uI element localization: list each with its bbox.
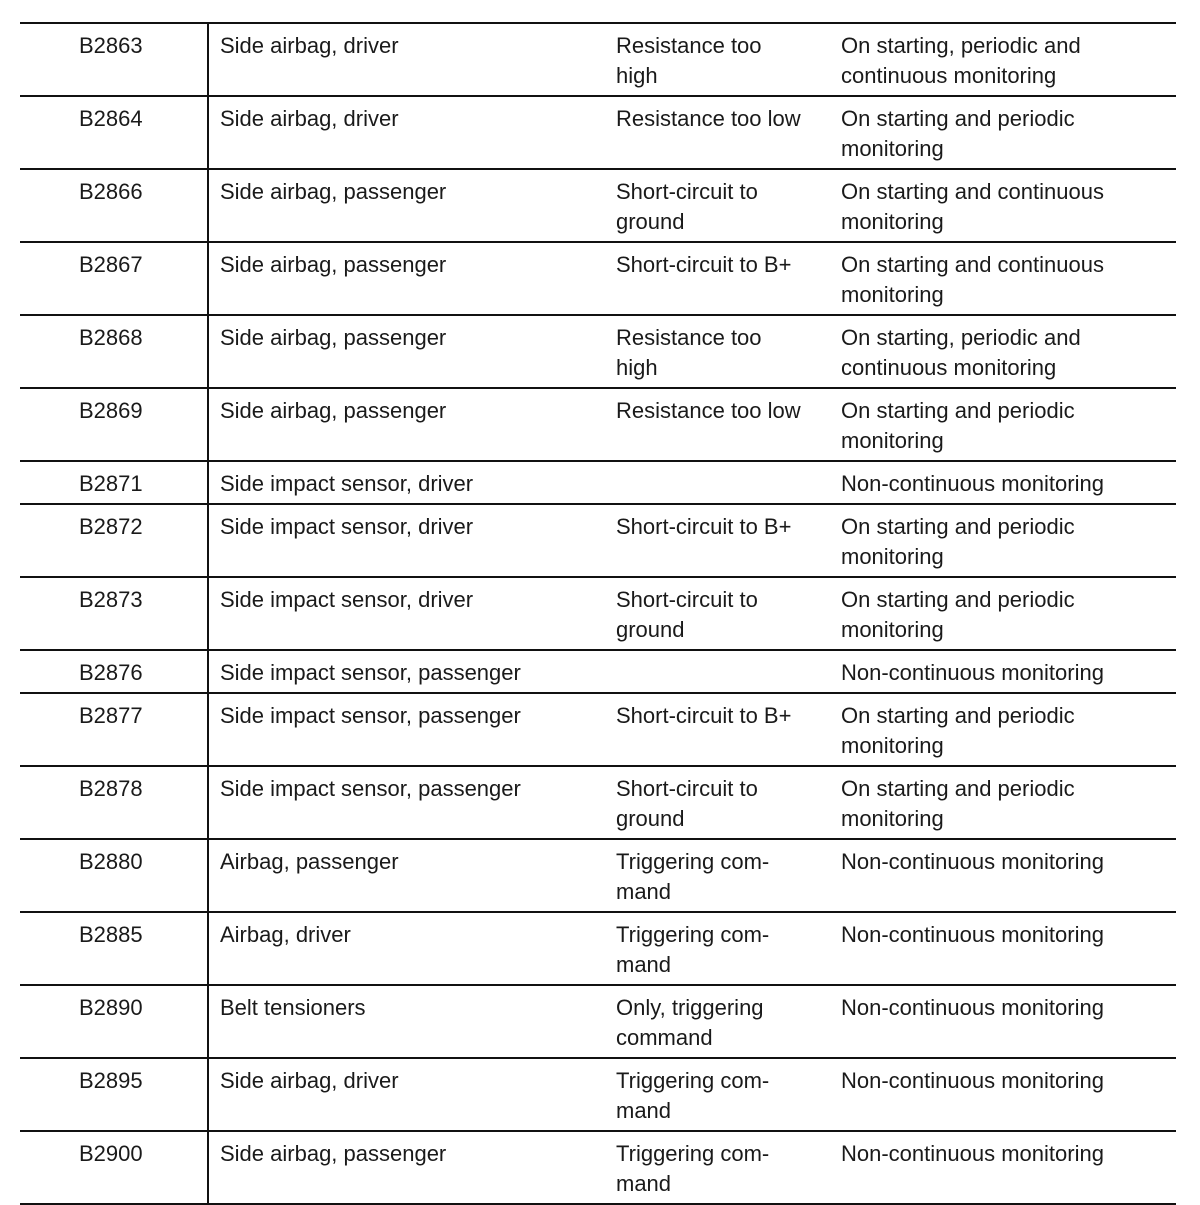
fault-code-cell: B2876: [20, 651, 209, 692]
table-row: [20, 1059, 1176, 1132]
table-row: [20, 505, 1176, 578]
monitoring-cell: On starting and periodic monitoring: [841, 776, 1075, 831]
monitoring-cell: On starting and periodic monitoring: [841, 398, 1075, 453]
monitoring-cell: On starting, periodic and continuous monitoring: [841, 325, 1081, 380]
fault-code-cell: B2867: [20, 243, 209, 314]
table-row: [20, 97, 1176, 170]
fault-code-cell: B2900: [20, 1132, 209, 1203]
component-cell: Side airbag, passenger: [220, 325, 447, 350]
table-row: [20, 913, 1176, 986]
table-row: [20, 1132, 1176, 1205]
fault-type-cell: Short-circuit to ground: [616, 179, 758, 234]
table-row: [20, 840, 1176, 913]
fault-type-cell: [605, 651, 841, 692]
table-row: [20, 651, 1176, 694]
component-cell: Side impact sensor, passenger: [220, 703, 521, 728]
fault-type-cell: Only, triggering command: [616, 995, 764, 1050]
fault-code-table: [20, 22, 1176, 1205]
fault-type-cell: Triggering com- mand: [616, 1068, 770, 1123]
fault-code-cell: B2873: [20, 578, 209, 649]
table-row: [20, 578, 1176, 651]
monitoring-cell: On starting and continuous monitoring: [841, 179, 1104, 234]
monitoring-cell: On starting and periodic monitoring: [841, 106, 1075, 161]
component-cell: Side airbag, passenger: [220, 1141, 447, 1166]
fault-type-cell: Resistance too high: [616, 33, 762, 88]
monitoring-cell: On starting and periodic monitoring: [841, 587, 1075, 642]
fault-type-cell: Short-circuit to B+: [616, 703, 792, 728]
component-cell: Side airbag, driver: [220, 1068, 399, 1093]
fault-type-cell: Short-circuit to ground: [616, 587, 758, 642]
fault-code-cell: B2868: [20, 316, 209, 387]
fault-type-cell: Triggering com- mand: [616, 849, 770, 904]
component-cell: Side impact sensor, driver: [220, 514, 474, 539]
fault-type-cell: Triggering com- mand: [616, 1141, 770, 1196]
fault-code-cell: B2866: [20, 170, 209, 241]
component-cell: Side airbag, driver: [220, 106, 399, 131]
monitoring-cell: Non-continuous monitoring: [841, 660, 1104, 685]
monitoring-cell: On starting and continuous monitoring: [841, 252, 1104, 307]
table-row: [20, 243, 1176, 316]
component-cell: Side impact sensor, driver: [220, 587, 474, 612]
table-row: [20, 694, 1176, 767]
component-cell: Side impact sensor, driver: [220, 471, 474, 496]
table-row: [20, 986, 1176, 1059]
monitoring-cell: Non-continuous monitoring: [841, 995, 1104, 1020]
monitoring-cell: On starting and periodic monitoring: [841, 514, 1075, 569]
component-cell: Side airbag, driver: [220, 33, 399, 58]
fault-code-cell: B2864: [20, 97, 209, 168]
component-cell: Airbag, passenger: [220, 849, 399, 874]
monitoring-cell: On starting, periodic and continuous monitoring: [841, 33, 1081, 88]
fault-code-cell: B2895: [20, 1059, 209, 1130]
monitoring-cell: Non-continuous monitoring: [841, 471, 1104, 496]
fault-type-cell: Resistance too low: [616, 398, 801, 423]
fault-type-cell: Resistance too high: [616, 325, 762, 380]
fault-code-cell: B2863: [20, 24, 209, 95]
fault-code-cell: B2872: [20, 505, 209, 576]
fault-code-cell: B2871: [20, 462, 209, 503]
table-row: [20, 389, 1176, 462]
fault-type-cell: Short-circuit to B+: [616, 252, 792, 277]
monitoring-cell: Non-continuous monitoring: [841, 922, 1104, 947]
table-row: [20, 767, 1176, 840]
fault-code-cell: B2885: [20, 913, 209, 984]
component-cell: Side airbag, passenger: [220, 252, 447, 277]
fault-code-cell: B2878: [20, 767, 209, 838]
monitoring-cell: Non-continuous monitoring: [841, 1068, 1104, 1093]
fault-type-cell: Resistance too low: [616, 106, 801, 131]
component-cell: Airbag, driver: [220, 922, 351, 947]
fault-type-cell: [605, 462, 841, 503]
monitoring-cell: Non-continuous monitoring: [841, 849, 1104, 874]
component-cell: Side airbag, passenger: [220, 398, 447, 423]
component-cell: Belt tensioners: [220, 995, 366, 1020]
table-row: [20, 316, 1176, 389]
component-cell: Side impact sensor, passenger: [220, 776, 521, 801]
monitoring-cell: On starting and periodic monitoring: [841, 703, 1075, 758]
fault-type-cell: Short-circuit to ground: [616, 776, 758, 831]
fault-type-cell: Triggering com- mand: [616, 922, 770, 977]
table-row: [20, 170, 1176, 243]
fault-code-cell: B2880: [20, 840, 209, 911]
fault-code-cell: B2890: [20, 986, 209, 1057]
component-cell: Side impact sensor, passenger: [220, 660, 521, 685]
table-row: [20, 462, 1176, 505]
component-cell: Side airbag, passenger: [220, 179, 447, 204]
table-row: [20, 24, 1176, 97]
fault-type-cell: Short-circuit to B+: [616, 514, 792, 539]
monitoring-cell: Non-continuous monitoring: [841, 1141, 1104, 1166]
fault-code-cell: B2869: [20, 389, 209, 460]
fault-code-cell: B2877: [20, 694, 209, 765]
